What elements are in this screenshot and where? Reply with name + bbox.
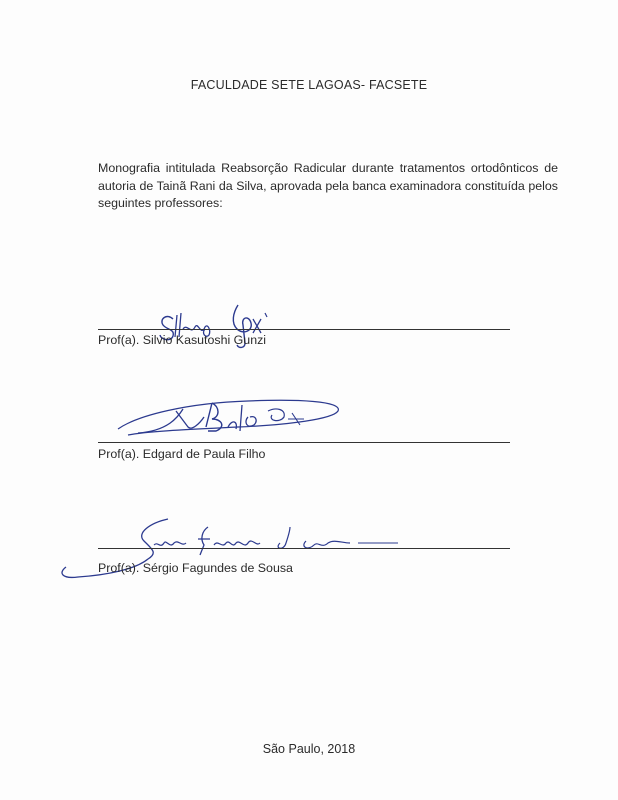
institution-title: FACULDADE SETE LAGOAS- FACSETE — [190, 78, 428, 92]
signature-sergio — [58, 513, 408, 593]
place-date: São Paulo, 2018 — [262, 742, 356, 756]
examiner-signature-block-3 — [98, 517, 518, 577]
signature-line-1 — [98, 329, 510, 330]
signature-line-2 — [98, 442, 510, 443]
signature-edgard — [108, 397, 348, 447]
examiner-name-1: Prof(a). Silvio Kasutoshi Gunzi — [98, 333, 267, 347]
examiner-signature-block-2 — [98, 405, 518, 465]
examiner-name-3: Prof(a). Sérgio Fagundes de Sousa — [98, 561, 293, 575]
examiner-name-2: Prof(a). Edgard de Paula Filho — [98, 447, 266, 461]
approval-paragraph: Monografia intitulada Reabsorção Radicular durante tratamentos ortodônticos de autoria de Tainã Rani da Silva, aprovada pela banca examinadora constituída pelos seguintes professores: — [98, 161, 558, 210]
signature-line-3 — [98, 548, 510, 549]
examiner-signature-block-1 — [98, 295, 518, 355]
